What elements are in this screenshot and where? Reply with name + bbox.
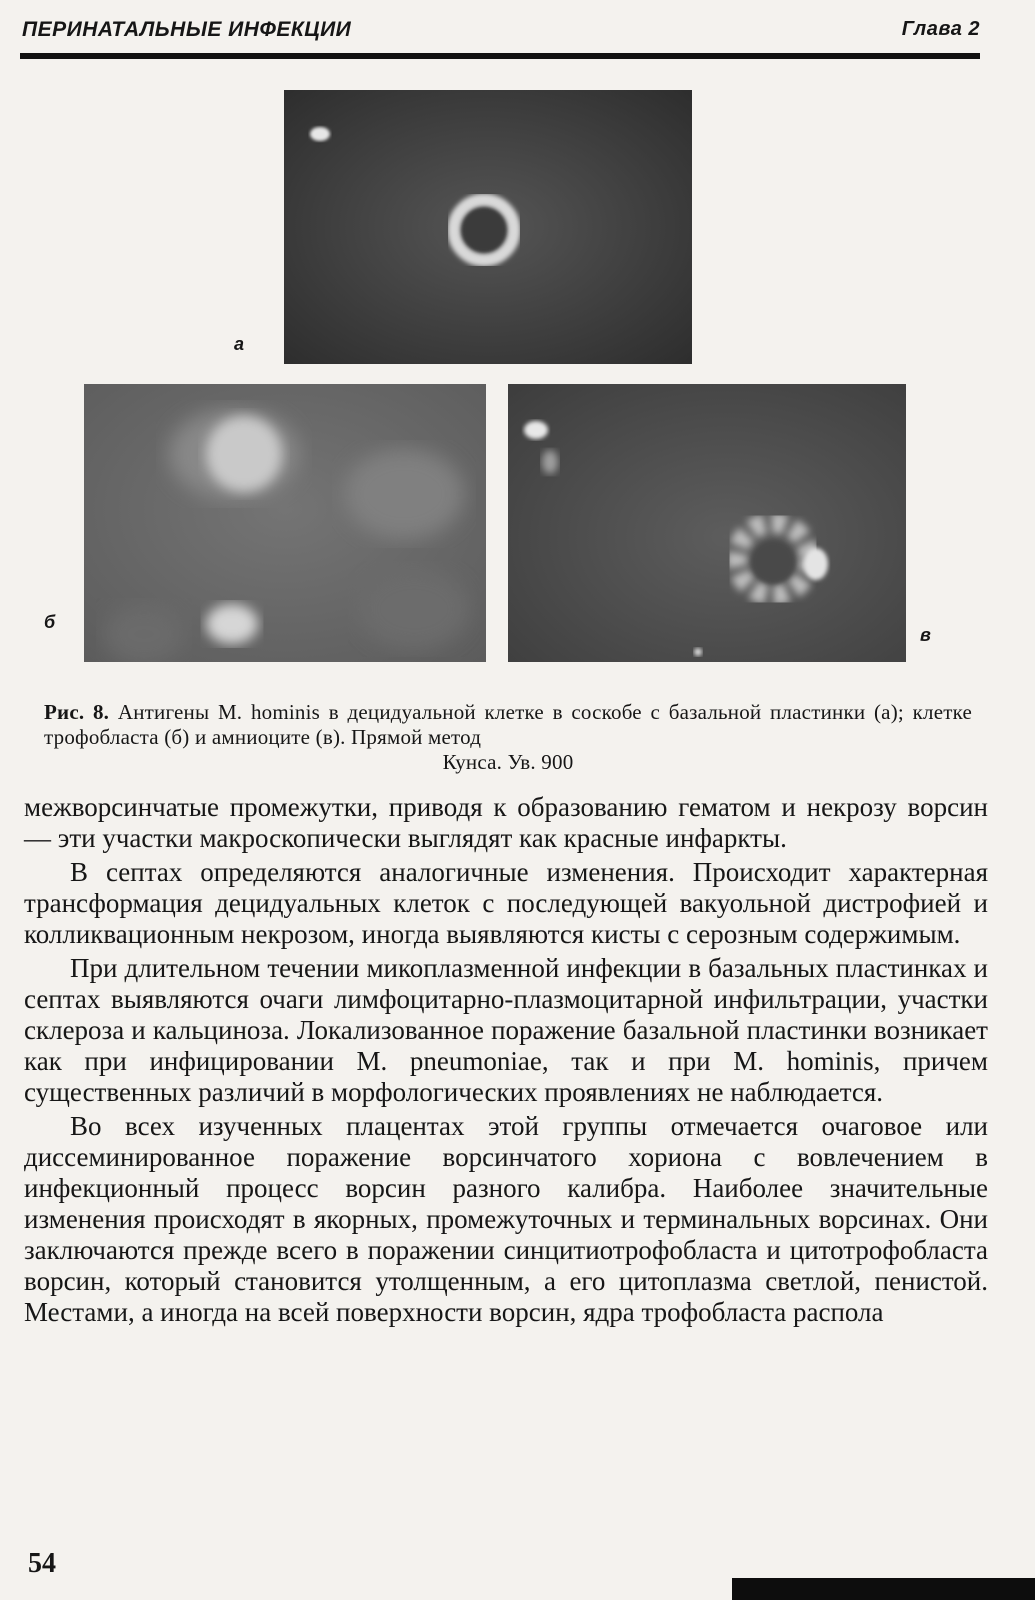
panel-label-c: в bbox=[920, 625, 931, 645]
paragraph: Во всех изученных плацентах этой группы отмечается очаговое или диссеминированное поражение ворсинчатого хориона с вовлечением в инфекционный процесс ворсин разного калибра. Наиболее значительные изменения происходят в якорных, промежуточных и терминальных ворсинах. Они заключаются прежде всего в поражении синцитиотрофобласта и цитотрофобласта ворсин, который становится утолщенным, а его цитоплазма светлой, пенистой. Местами, а иногда на всей поверхности ворсин, ядра трофобласта распола bbox=[24, 1111, 988, 1327]
paragraph: В септах определяются аналогичные изменения. Происходит характерная трансформация децидуальных клеток с последующей вакуольной дистрофией и колликвационным некрозом, иногда выявляются кисты с серозным содержимым. bbox=[24, 857, 988, 949]
header-rule bbox=[20, 53, 980, 59]
scan-edge-mark bbox=[732, 1578, 1035, 1600]
body-text bbox=[24, 792, 988, 1331]
micrograph-b bbox=[84, 384, 486, 662]
page-number: 54 bbox=[28, 1548, 56, 1579]
micrograph-a bbox=[284, 90, 692, 364]
figure-panel-c bbox=[508, 384, 906, 662]
paragraph: При длительном течении микоплазменной инфекции в базальных пластинках и септах выявляются очаги лимфоцитарно-плазмоцитарной инфильтрации, участки склероза и кальциноза. Локализованное поражение базальной пластинки возникает как при инфицировании M. pneumoniae, так и при M. hominis, причем существенных различий в морфологических проявлениях не наблюдается. bbox=[24, 953, 988, 1107]
caption-text-end: Кунса. Ув. 900 bbox=[442, 750, 574, 774]
running-head-title: ПЕРИНАТАЛЬНЫЕ ИНФЕКЦИИ bbox=[22, 18, 352, 41]
micrograph-c bbox=[508, 384, 906, 662]
caption-figure-number: Рис. 8. bbox=[44, 700, 110, 724]
figure-panel-a bbox=[284, 90, 692, 364]
running-head bbox=[22, 18, 980, 44]
panel-label-b: б bbox=[44, 612, 56, 632]
caption-text: Антигены M. hominis в децидуальной клетке в соскобе с базальной пластинки (а); клетке трофобласта (б) и амниоците (в). Прямой метод bbox=[44, 700, 972, 749]
running-head-chapter: Глава 2 bbox=[901, 18, 980, 40]
figure-panel-b bbox=[84, 384, 486, 662]
paragraph: межворсинчатые промежутки, приводя к образованию гематом и некрозу ворсин — эти участки макроскопически выглядят как красные инфаркты. bbox=[24, 792, 988, 853]
figure-caption bbox=[44, 700, 972, 775]
panel-label-a: а bbox=[234, 334, 245, 354]
